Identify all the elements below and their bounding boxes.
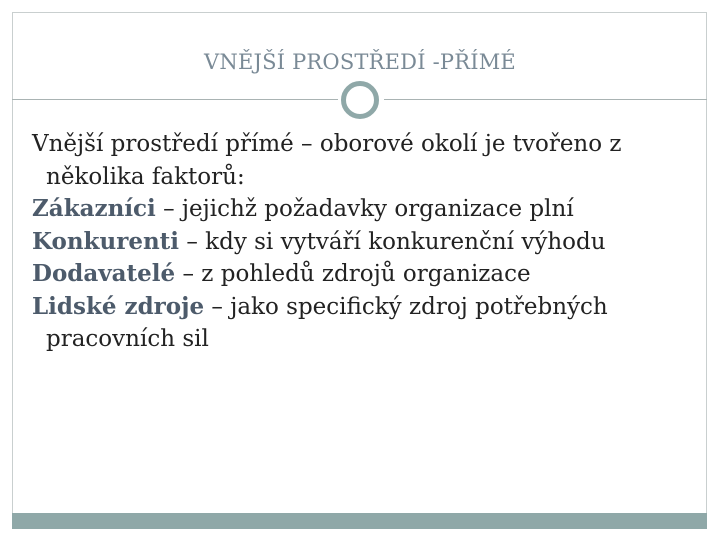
list-item-human-resources	[32, 291, 692, 356]
footer-bar	[12, 513, 707, 529]
description-human-resources: – jako specifický zdroj potřebných pracovních sil	[46, 293, 608, 352]
title-divider-left	[12, 99, 338, 100]
title-divider-right	[384, 99, 707, 100]
description-customers: – jejichž požadavky organizace plní	[155, 196, 574, 222]
slide-title: VNĚJŠÍ PROSTŘEDÍ -PŘÍMÉ	[204, 50, 516, 74]
slide-body	[32, 128, 692, 356]
intro-paragraph: Vnější prostředí přímé – oborové okolí je tvořeno z několika faktorů:	[32, 131, 622, 190]
term-customers: Zákazníci	[32, 195, 156, 222]
term-human-resources: Lidské zdroje	[32, 292, 205, 320]
description-competitors: – kdy si vytváří konkurenční výhodu	[179, 228, 606, 255]
description-suppliers: – z pohledů zdrojů organizace	[175, 261, 531, 287]
list-item-suppliers	[32, 258, 692, 291]
list-item-competitors	[32, 226, 692, 259]
divider-ring-icon	[341, 81, 379, 119]
list-item-customers	[32, 193, 692, 226]
term-competitors: Konkurenti	[32, 227, 180, 255]
term-suppliers: Dodavatelé	[32, 260, 176, 287]
